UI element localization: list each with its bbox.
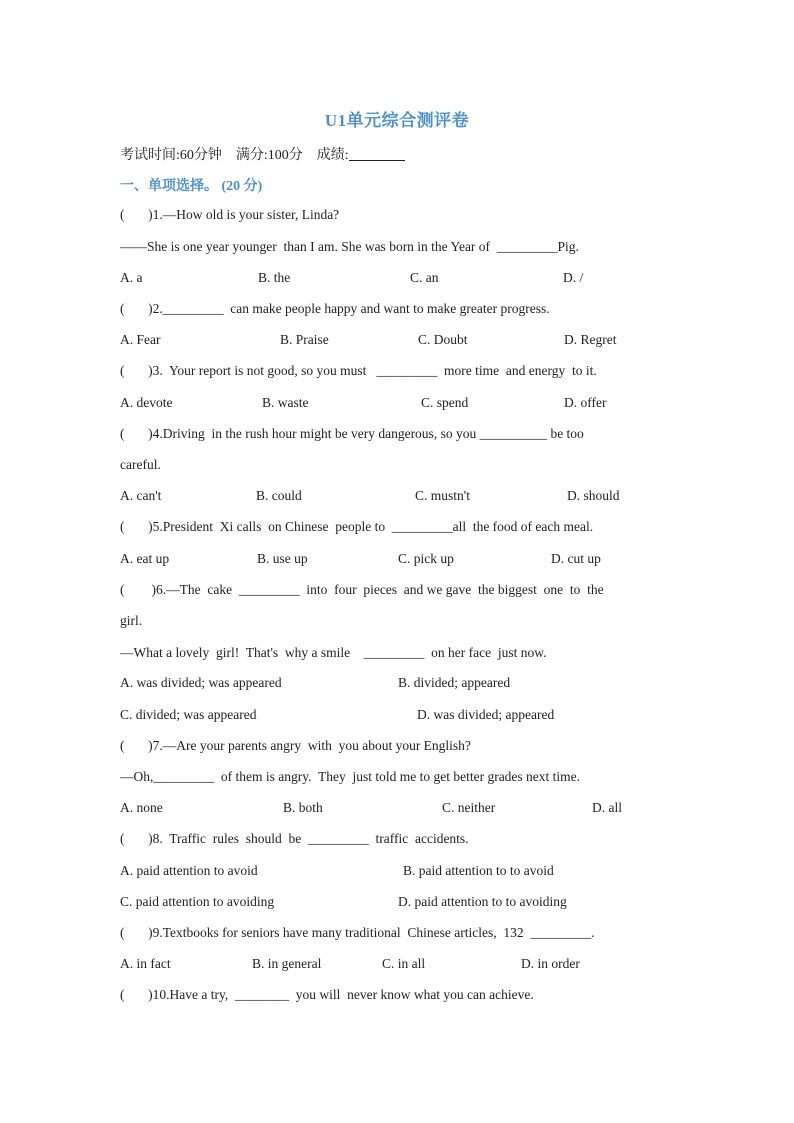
question-4-stem: ( )4.Driving in the rush hour might be very dangerous, so you __________ be too bbox=[120, 426, 584, 441]
question-3-stem: ( )3. Your report is not good, so you must _________ more time and energy to it. bbox=[120, 363, 597, 378]
option-b: B. paid attention to to avoid bbox=[403, 863, 554, 878]
option-c: C. divided; was appeared bbox=[120, 707, 257, 722]
question-8-options-row-1 bbox=[120, 863, 680, 881]
option-a: A. a bbox=[120, 270, 143, 285]
question-5-stem: ( )5.President Xi calls on Chinese people to _________all the food of each meal. bbox=[120, 519, 594, 534]
score-blank bbox=[349, 146, 405, 161]
question-8-stem: ( )8. Traffic rules should be _________ traffic accidents. bbox=[120, 831, 469, 846]
option-a: A. in fact bbox=[120, 956, 171, 971]
option-c: C. Doubt bbox=[418, 332, 468, 347]
section-heading: 一、单项选择。 (20 分) bbox=[120, 179, 263, 194]
question-8-options-row-2 bbox=[120, 894, 680, 912]
question-9-stem: ( )9.Textbooks for seniors have many traditional Chinese articles, 132 _________. bbox=[120, 925, 595, 940]
option-b: B. the bbox=[258, 270, 291, 285]
option-a: A. Fear bbox=[120, 332, 161, 347]
option-c: C. mustn't bbox=[415, 488, 470, 503]
question-1-stem-2: ——She is one year younger than I am. She was born in the Year of _________Pig. bbox=[120, 239, 579, 254]
option-d: D. paid attention to to avoiding bbox=[398, 894, 567, 909]
question-6-stem: ( )6.—The cake _________ into four pieces and we gave the biggest one to the bbox=[120, 582, 604, 597]
option-a: A. eat up bbox=[120, 551, 170, 566]
question-5-options bbox=[120, 551, 680, 569]
option-d: D. offer bbox=[564, 395, 607, 410]
option-b: B. divided; appeared bbox=[398, 675, 511, 690]
option-c: C. an bbox=[410, 270, 439, 285]
option-c: C. paid attention to avoiding bbox=[120, 894, 275, 909]
option-b: B. in general bbox=[252, 956, 322, 971]
option-a: A. can't bbox=[120, 488, 162, 503]
option-c: C. spend bbox=[421, 395, 469, 410]
option-c: C. neither bbox=[442, 800, 496, 815]
option-a: A. was divided; was appeared bbox=[120, 675, 282, 690]
question-4-options bbox=[120, 488, 680, 506]
option-b: B. use up bbox=[257, 551, 308, 566]
question-6-stem-3: —What a lovely girl! That's why a smile _________ on her face just now. bbox=[120, 645, 547, 660]
question-2-options bbox=[120, 332, 680, 350]
option-d: D. Regret bbox=[564, 332, 617, 347]
option-a: A. devote bbox=[120, 395, 173, 410]
question-1-stem: ( )1.—How old is your sister, Linda? bbox=[120, 207, 340, 222]
option-b: B. waste bbox=[262, 395, 309, 410]
question-1-options bbox=[120, 270, 680, 288]
question-10-stem: ( )10.Have a try, ________ you will never know what you can achieve. bbox=[120, 987, 534, 1002]
option-c: C. in all bbox=[382, 956, 426, 971]
option-d: D. should bbox=[567, 488, 620, 503]
option-b: B. both bbox=[283, 800, 323, 815]
question-6-options-row-1 bbox=[120, 675, 680, 693]
option-d: D. was divided; appeared bbox=[417, 707, 555, 722]
page-title: U1单元综合测评卷 bbox=[324, 111, 470, 130]
option-a: A. none bbox=[120, 800, 163, 815]
question-6-stem-2: girl. bbox=[120, 613, 143, 628]
option-d: D. cut up bbox=[551, 551, 601, 566]
exam-info bbox=[120, 144, 405, 164]
question-4-stem-2: careful. bbox=[120, 457, 161, 472]
question-3-options bbox=[120, 395, 680, 413]
option-b: B. Praise bbox=[280, 332, 329, 347]
question-7-options bbox=[120, 800, 680, 818]
exam-info-text: 考试时间:60分钟 满分:100分 成绩: bbox=[120, 148, 349, 163]
option-d: D. in order bbox=[521, 956, 580, 971]
question-7-stem: ( )7.—Are your parents angry with you about your English? bbox=[120, 738, 471, 753]
option-d: D. / bbox=[563, 270, 584, 285]
option-b: B. could bbox=[256, 488, 302, 503]
question-9-options bbox=[120, 956, 680, 974]
option-a: A. paid attention to avoid bbox=[120, 863, 258, 878]
option-c: C. pick up bbox=[398, 551, 454, 566]
option-d: D. all bbox=[592, 800, 622, 815]
question-7-stem-2: —Oh,_________ of them is angry. They just told me to get better grades next time. bbox=[120, 769, 581, 784]
question-6-options-row-2 bbox=[120, 707, 680, 725]
question-2-stem: ( )2._________ can make people happy and want to make greater progress. bbox=[120, 301, 550, 316]
